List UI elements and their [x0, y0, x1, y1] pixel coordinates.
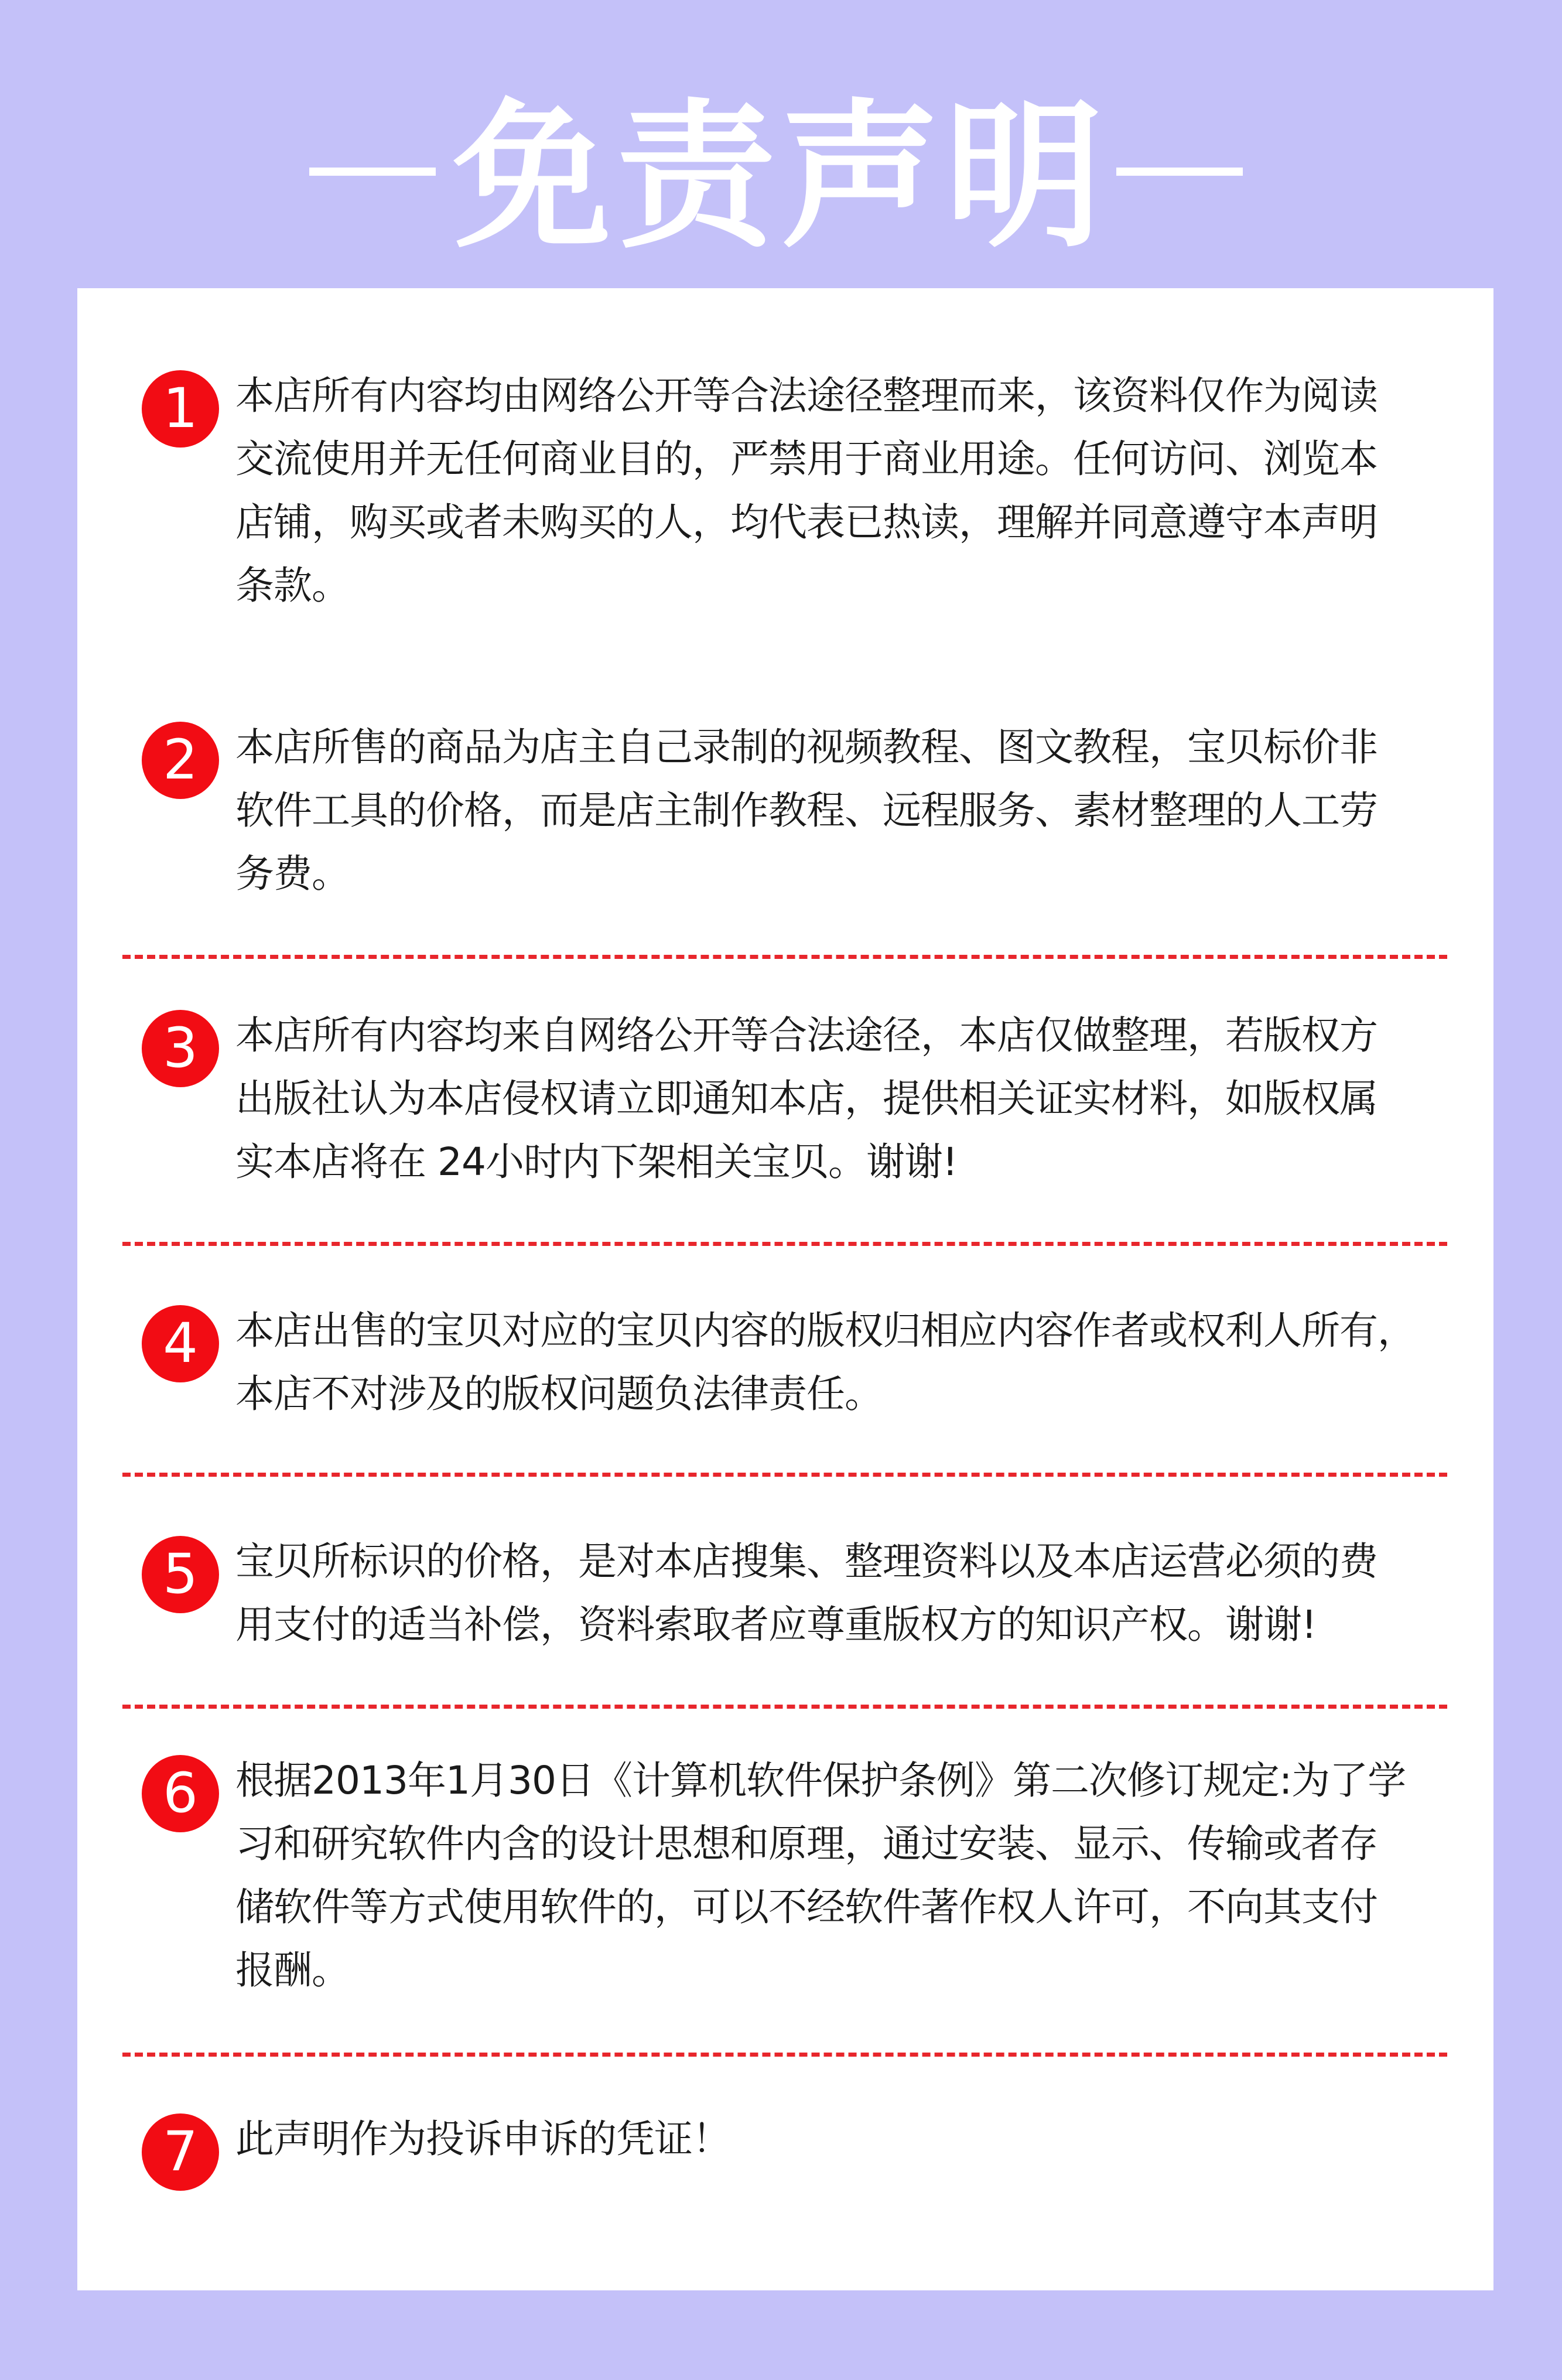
item-text: 本店所有内容均由网络公开等合法途径整理而来，该资料仅作为阅读 交流使用并无任何商业目的，严禁用于商业用途。任何访问、浏览本 店铺，购买或者未购买的人，均代表已热读，理解并同意遵守本声明 条款。	[235, 373, 1378, 608]
dashed-divider	[122, 2053, 1447, 2057]
item-number-badge: 4	[142, 1305, 219, 1382]
dashed-divider	[122, 1473, 1447, 1477]
header	[0, 0, 1562, 287]
item-text: 此声明作为投诉申诉的凭证！	[235, 2116, 730, 2162]
dashed-divider	[122, 1242, 1447, 1246]
dashed-divider	[122, 1705, 1447, 1709]
item-number-badge: 6	[142, 1755, 219, 1832]
dashed-divider	[122, 955, 1447, 959]
item-text: 本店出售的宝贝对应的宝贝内容的版权归相应内容作者或权利人所有， 本店不对涉及的版权问题负法律责任。	[235, 1308, 1416, 1416]
item-text: 根据2013年1月30日《计算机软件保护条例》第二次修订规定:为了学 习和研究软件内含的设计思想和原理，通过安装、显示、传输或者存 储软件等方式使用软件的，可以不经软件著作权人许可，不向其支付 报酬。	[235, 1758, 1406, 1993]
item-text: 宝贝所标识的价格，是对本店搜集、整理资料以及本店运营必须的费 用支付的适当补偿，资料索取者应尊重版权方的知识产权。谢谢!	[235, 1539, 1378, 1647]
page-title: 免责声明	[453, 83, 1109, 269]
item-number-badge: 2	[142, 722, 219, 799]
disclaimer-card	[77, 288, 1493, 2290]
item-number-badge: 1	[142, 370, 219, 448]
item-text: 本店所售的商品为店主自己录制的视频教程、图文教程，宝贝标价非 软件工具的价格，而是店主制作教程、远程服务、素材整理的人工劳 务费。	[235, 725, 1378, 896]
title-right-dash	[1116, 168, 1243, 176]
item-number-badge: 7	[142, 2113, 219, 2191]
item-number-badge: 5	[142, 1536, 219, 1613]
item-text: 本店所有内容均来自网络公开等合法途径，本店仅做整理，若版权方 出版社认为本店侵权请立即通知本店，提供相关证实材料，如版权属 实本店将在 24小时内下架相关宝贝。谢谢!	[235, 1013, 1378, 1184]
item-number-badge: 3	[142, 1010, 219, 1087]
